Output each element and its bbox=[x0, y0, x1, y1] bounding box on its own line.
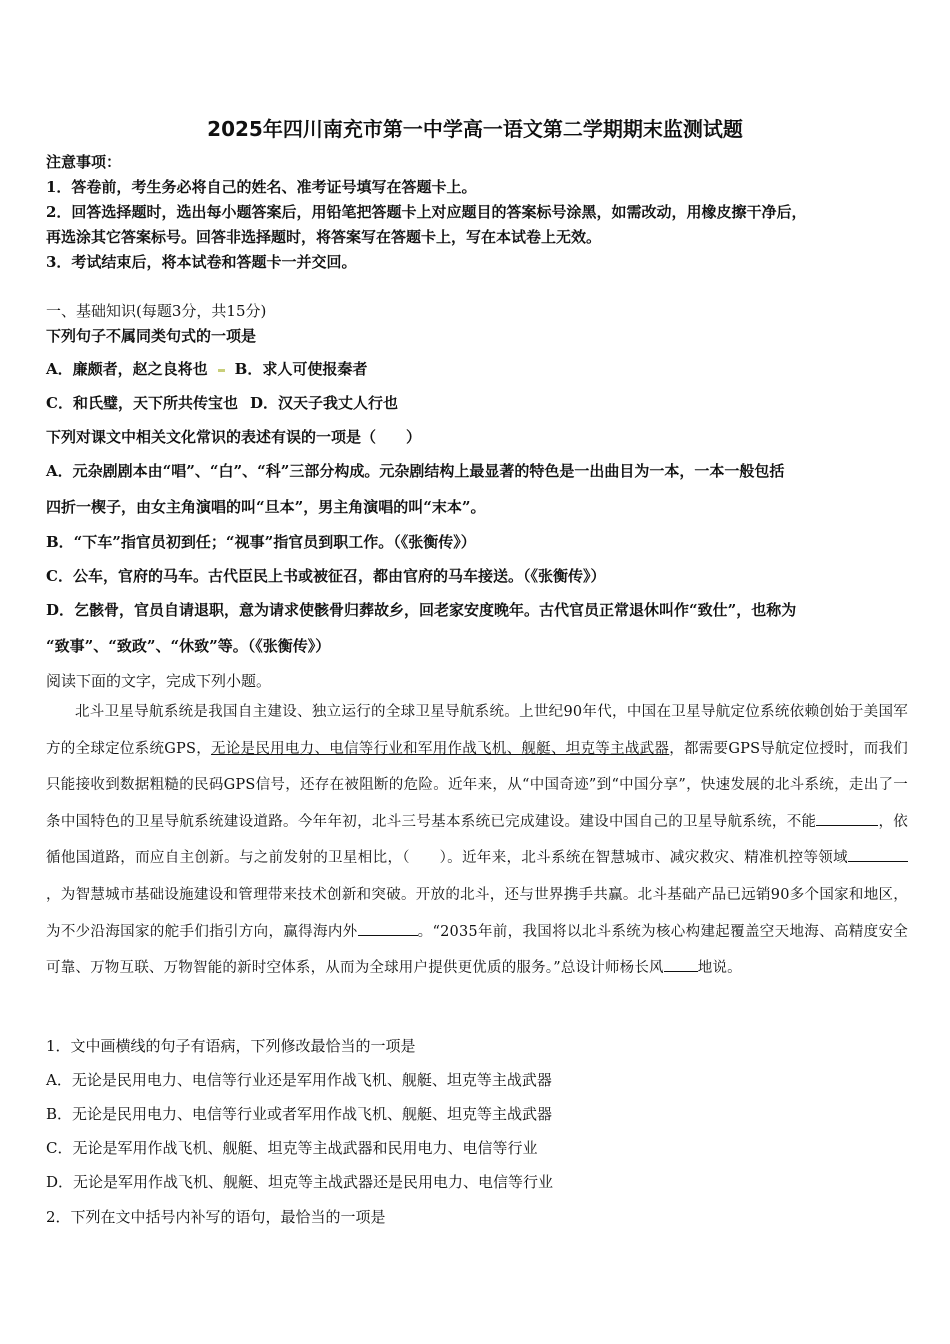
passage-text: ，依循他国道路，而应自主创新。与之前发射的卫星相比，（ ）。近年来，北斗系统在智慧城市、减灾救灾、精准机控等领域 bbox=[46, 813, 908, 867]
question-stem: 1．文中画横线的句子有语病，下列修改最恰当的一项是 bbox=[46, 1037, 416, 1055]
question-stem: 下列对课文中相关文化常识的表述有误的一项是（ ） bbox=[46, 428, 422, 446]
option-row bbox=[46, 393, 398, 413]
option-row bbox=[46, 359, 367, 379]
option-d-continued: “致事”、“致政”、“休致”等。（《张衡传》） bbox=[46, 637, 331, 655]
option-a: A．元杂剧剧本由“唱”、“白”、“科”三部分构成。元杂剧结构上最显著的特色是一出曲目为一本，一本一般包括 bbox=[46, 462, 785, 480]
section-heading: 一、基础知识(每题3分，共15分) bbox=[46, 302, 267, 320]
passage-text: ，都需要GPS导航定位授时，而我们只能接收到数据粗糙的民码GPS信号，还存在被阻断的危险。近年来，从“中国奇迹”到“中国分享”，快速发展的北斗系统，走出了一条中国特色的卫星导航系统建设道路。今年年初，北斗三号基本系统已完成建设。建设中国自己的卫星导航系统，不能 bbox=[46, 740, 909, 830]
option-c: C．和氏璧，天下所共传宝也 bbox=[46, 394, 238, 412]
reading-intro: 阅读下面的文字，完成下列小题。 bbox=[46, 672, 272, 690]
fill-blank bbox=[848, 847, 908, 862]
underlined-sentence: 无论是民用电力、电信等行业和军用作战飞机、舰艇、坦克等主战武器 bbox=[210, 740, 670, 757]
option-d: D．无论是军用作战飞机、舰艇、坦克等主战武器还是民用电力、电信等行业 bbox=[46, 1173, 554, 1191]
passage-text: 地说。 bbox=[697, 960, 742, 977]
option-c: C．公车，官府的马车。古代臣民上书或被征召，都由官府的马车接送。（《张衡传》） bbox=[46, 567, 606, 585]
option-c: C．无论是军用作战飞机、舰艇、坦克等主战武器和民用电力、电信等行业 bbox=[46, 1139, 538, 1157]
fill-blank bbox=[664, 957, 698, 972]
passage-text: ，为智慧城市基础设施建设和管理带来技术创新和突破。开放的北斗，还与世界携手共赢。北斗基础产品已远销90多个国家和地区，为不少沿海国家的舵手们指引方向，赢得海内外 bbox=[46, 886, 908, 940]
option-b: B．求人可使报秦者 bbox=[234, 360, 368, 378]
notice-item: 3．考试结束后，将本试卷和答题卡一并交回。 bbox=[46, 253, 357, 271]
notice-item: 2．回答选择题时，选出每小题答案后，用铅笔把答题卡上对应题目的答案标号涂黑，如需改动，用橡皮擦干净后， bbox=[46, 203, 807, 221]
option-a: A．无论是民用电力、电信等行业还是军用作战飞机、舰艇、坦克等主战武器 bbox=[46, 1071, 552, 1089]
option-a-continued: 四折一楔子，由女主角演唱的叫“旦本”，男主角演唱的叫“末本”。 bbox=[46, 498, 486, 516]
page-title: 2025年四川南充市第一中学高一语文第二学期期末监测试题 bbox=[207, 117, 743, 141]
question-stem: 下列句子不属同类句式的一项是 bbox=[46, 327, 257, 345]
passage-text: 北斗卫星导航系统是我国自主建设、独立运行的全球卫星导航系统。上世纪90年代，中国在卫星导航定位系统依赖创始于美国军方的全球定位系统GPS， bbox=[46, 704, 908, 757]
fill-blank bbox=[816, 811, 878, 826]
option-a: A．廉颇者，赵之良将也 bbox=[46, 360, 208, 378]
option-b: B．“下车”指官员初到任；“视事”指官员到职工作。（《张衡传》） bbox=[46, 533, 476, 551]
option-d: D．汉天子我丈人行也 bbox=[249, 394, 398, 412]
option-b: B．无论是民用电力、电信等行业或者军用作战飞机、舰艇、坦克等主战武器 bbox=[46, 1105, 553, 1123]
notice-item: 再选涂其它答案标号。回答非选择题时，将答案写在答题卡上，写在本试卷上无效。 bbox=[46, 228, 602, 246]
reading-passage bbox=[46, 694, 908, 987]
passage-text: 。“2035年前，我国将以北斗系统为核心构建起覆盖空天地海、高精度安全可靠、万物互联、万物智能的新时空体系，从而为全球用户提供更优质的服务。”总设计师杨长风 bbox=[46, 923, 909, 977]
fill-blank bbox=[358, 921, 418, 936]
notice-item: 1．答卷前，考生务必将自己的姓名、准考证号填写在答题卡上。 bbox=[46, 178, 477, 196]
option-d: D．乞骸骨，官员自请退职，意为请求使骸骨归葬故乡，回老家安度晚年。古代官员正常退休叫作“致仕”，也称为 bbox=[46, 601, 797, 619]
highlight-mark bbox=[218, 369, 225, 372]
question-stem: 2．下列在文中括号内补写的语句，最恰当的一项是 bbox=[46, 1208, 386, 1226]
notice-heading: 注意事项： bbox=[46, 153, 122, 171]
